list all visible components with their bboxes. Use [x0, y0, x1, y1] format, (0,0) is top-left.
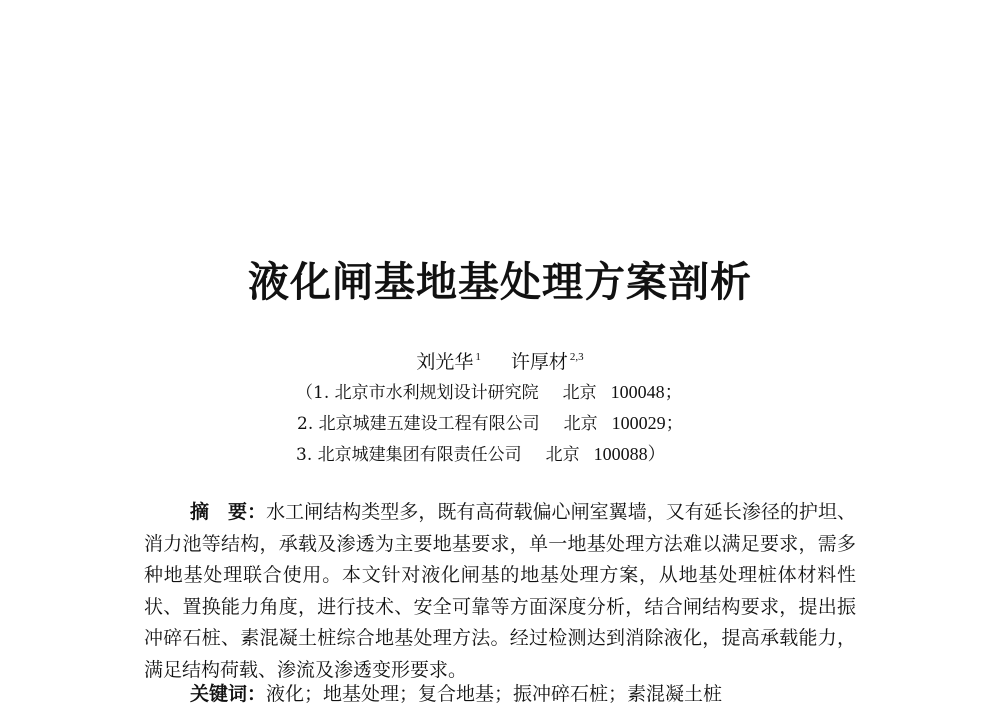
- affiliation-2-org: 2. 北京城建五建设工程有限公司: [297, 414, 540, 434]
- affiliation-2: [297, 411, 684, 436]
- author-1: [416, 344, 481, 375]
- author-1-name: 刘光华: [416, 351, 474, 373]
- paper-title: 液化闸基地基处理方案剖析: [248, 258, 752, 306]
- keywords-text: 液化；地基处理；复合地基；振冲碎石桩；素混凝土桩: [266, 683, 723, 705]
- affiliation-1: [296, 380, 683, 405]
- affiliation-2-city: 北京: [563, 414, 598, 434]
- affiliation-3-city: 北京: [545, 445, 580, 465]
- abstract-text: 水工闸结构类型多，既有高荷载偏心闸室翼墙，又有延长渗径的护坦、消力池等结构，承载及渗透为主要地基要求，单一地基处理方法难以满足要求，需多种地基处理联合使用。本文针对液化闸基的地基处理方案，从地基处理桩体材料性状、置换能力角度，进行技术、安全可靠等方面深度分析，结合闸结构要求，提出振冲碎石桩、素混凝土桩综合地基处理方法。经过检测达到消除液化，提高承载能力，满足结构荷载、渗流及渗透变形要求。: [144, 501, 856, 681]
- author-2-affiliation-mark: 2,3: [569, 351, 584, 363]
- keywords: [190, 681, 722, 707]
- affiliation-1-org: （1. 北京市水利规划设计研究院: [296, 383, 539, 403]
- affiliation-1-postcode: 100048；: [610, 382, 683, 402]
- affiliation-3-postcode: 100088）: [593, 444, 666, 464]
- affiliation-3-org: 3. 北京城建集团有限责任公司: [296, 445, 522, 465]
- author-2-name: 许厚材: [510, 351, 568, 373]
- abstract: [144, 497, 856, 687]
- affiliation-1-city: 北京: [562, 383, 597, 403]
- affiliation-3: [296, 442, 666, 467]
- author-1-affiliation-mark: 1: [475, 351, 481, 363]
- author-line: [0, 344, 1000, 375]
- affiliation-2-postcode: 100029；: [611, 413, 684, 433]
- keywords-label: 关键词：: [190, 683, 267, 705]
- author-2: [511, 344, 584, 375]
- abstract-label: 摘 要：: [190, 501, 267, 523]
